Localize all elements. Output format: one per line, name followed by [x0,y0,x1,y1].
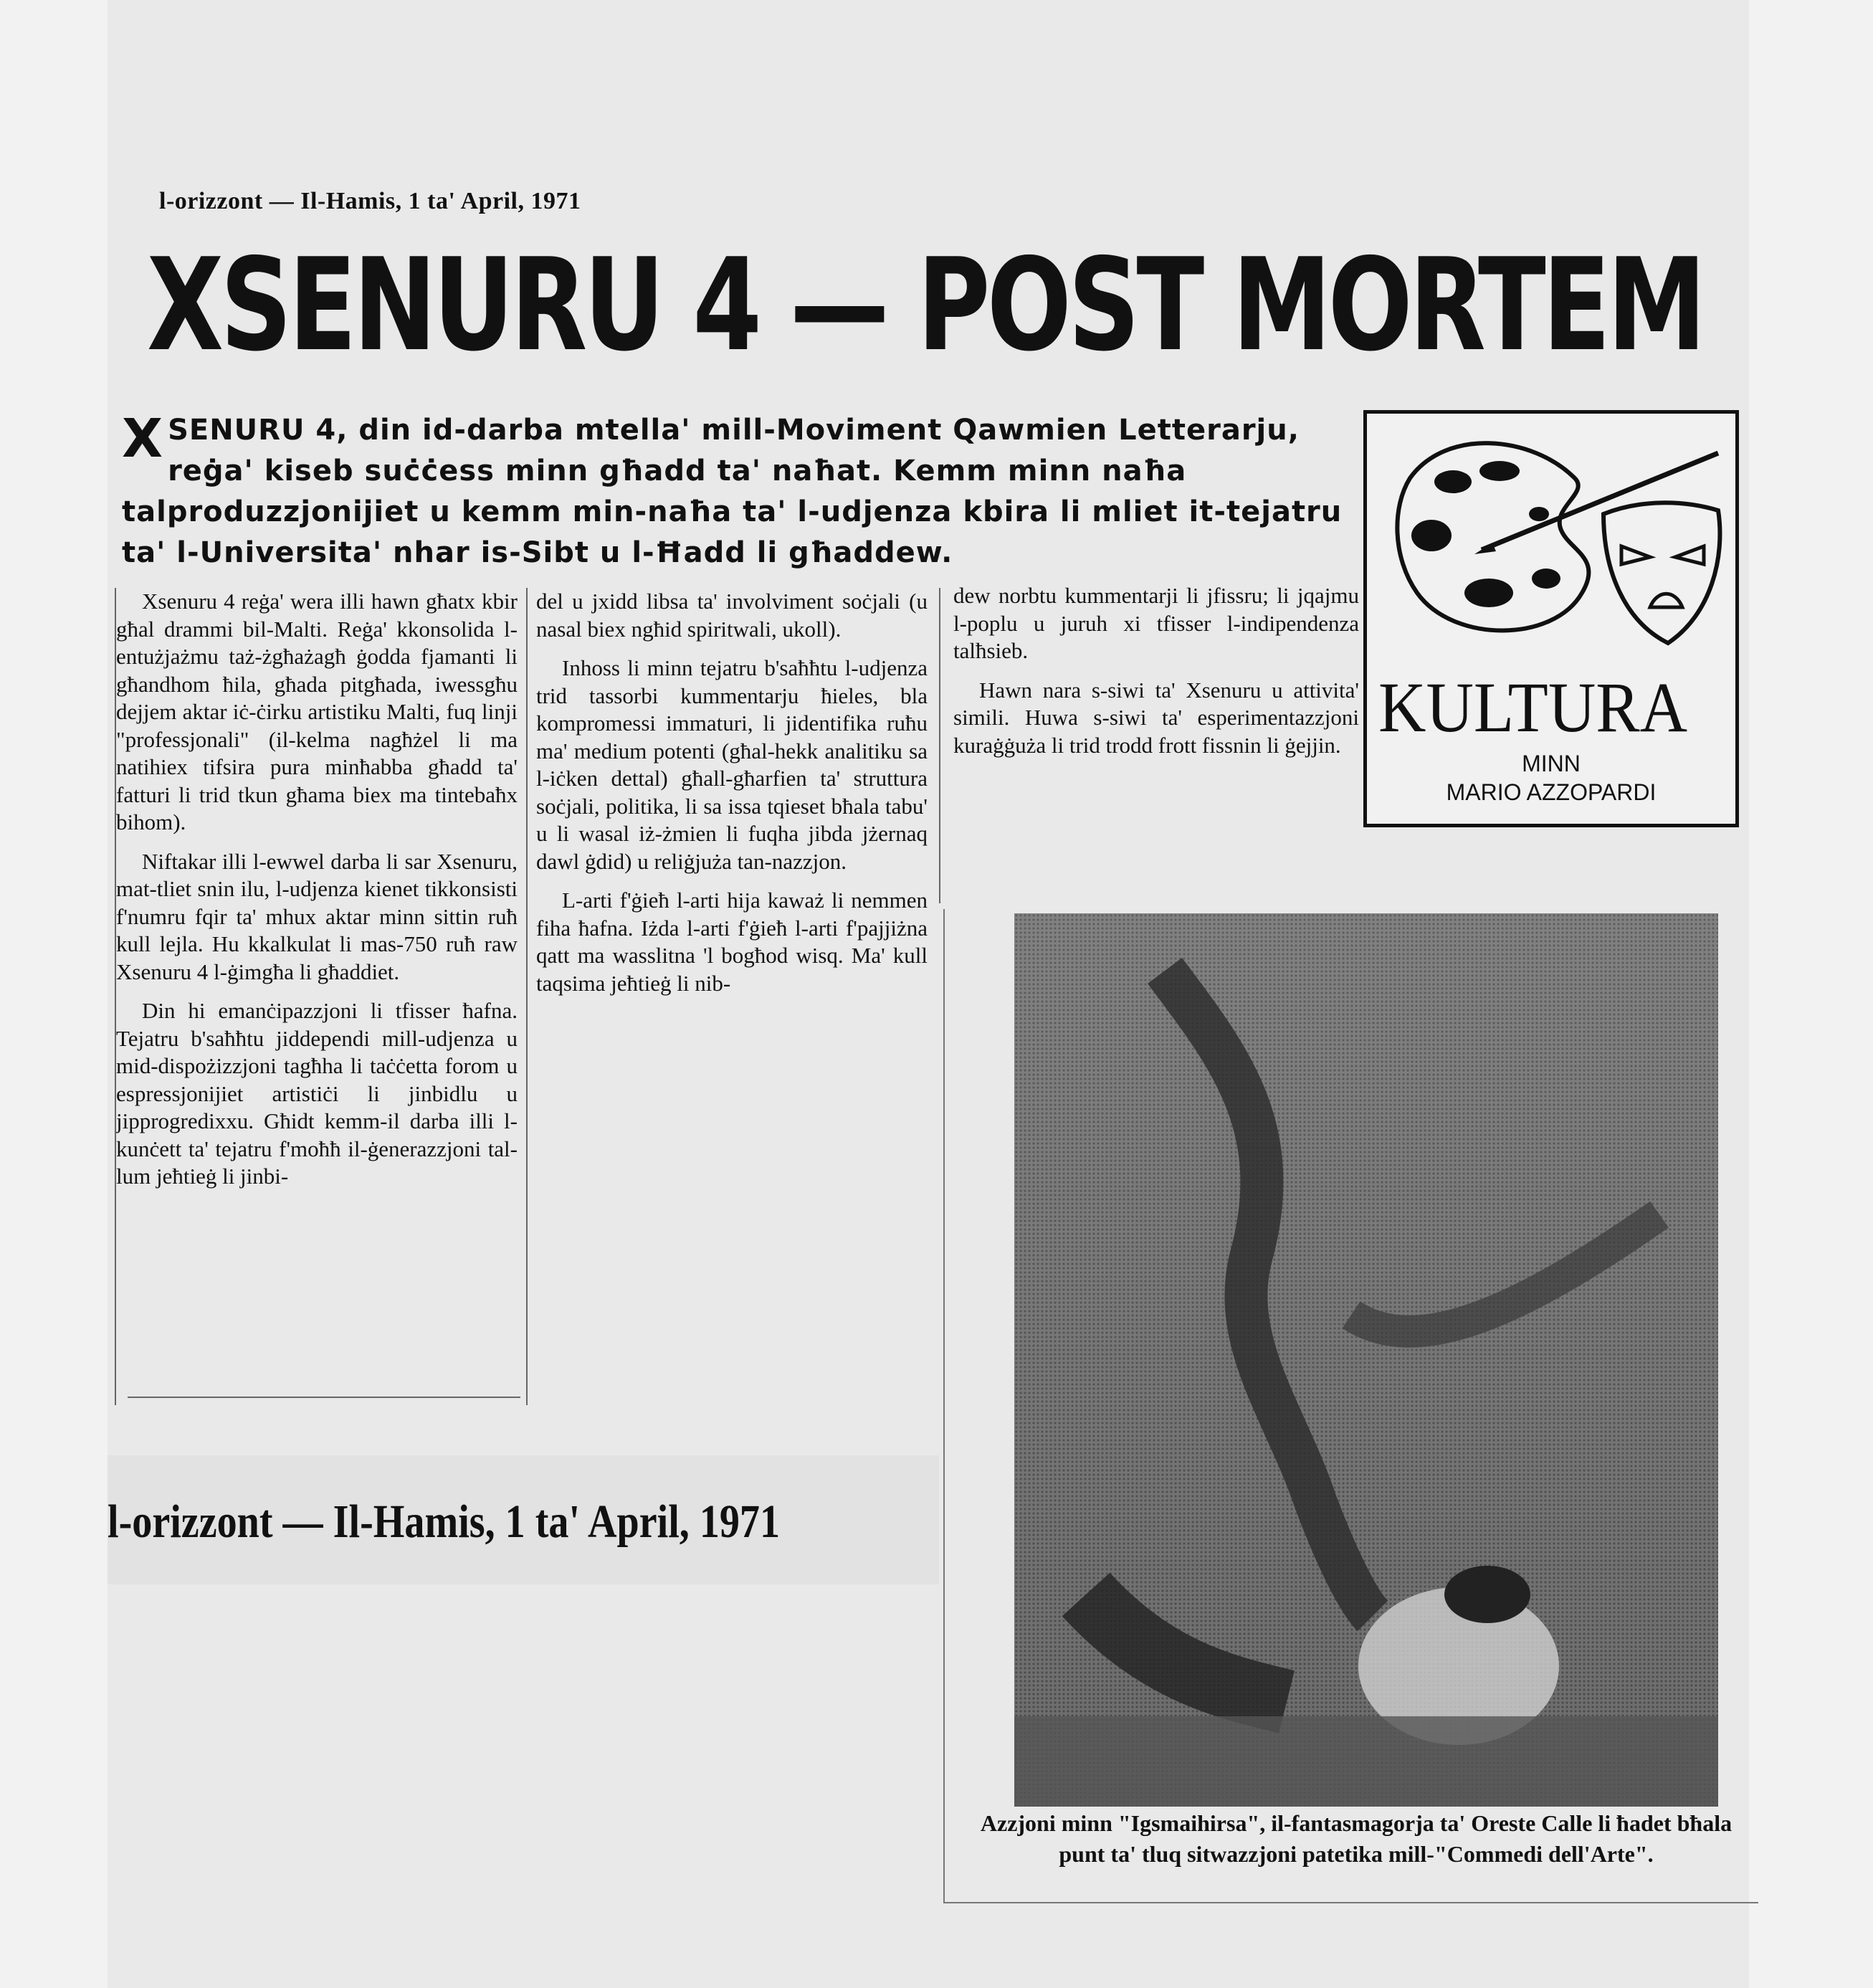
footer-dateline: l-orizzont — Il-Hamis, 1 ta' April, 1971 [108,1495,781,1548]
kultura-column-logo [1363,410,1739,827]
column-paragraph: Hawn nara s-siwi ta' Xsenuru u attivita' simili. Huwa s-siwi ta' esperimentazzjoni kuraġġuża li trid trodd frott fissnin li ġejjin. [953,677,1359,758]
kultura-byline-label: MINN [1522,751,1581,776]
lead-text: SENURU 4, din id-darba mtella' mill-Moviment Qawmien Letterarju, reġa' kiseb suċċess minn għadd ta' naħat. Kemm minn naħa talproduzzjonijiet u kemm min-naħa ta' l-udjenza kbira li mliet it-tejatru ta' l-Universita' nhar is-Sibt u l-Ħadd li għaddew. [122,414,1343,569]
column-rule [526,588,528,1405]
column-paragraph: Niftakar illi l-ewwel darba li sar Xsenuru, mat-tliet snin ilu, l-udjenza kienet tikkonsisti f'numru fqir ta' mhux aktar minn sittin ruħ kull lejla. Hu kkalkulat li mas-750 ruħ raw Xsenuru 4 l-ġimgħa li għaddiet. [116,848,518,984]
lead-paragraph [122,410,1348,574]
column-rule [939,588,940,903]
column-paragraph: Din hi emanċipazzjoni li tfisser ħafna. Tejatru b'saħħtu jiddependi mill-udjenza u mid-dispożizzjoni tagħha li taċċetta forom u espressjonijiet artistiċi li jinbidlu u jipprogredixxu. Għidt kemm-il darba illi l-kunċett ta' tejatru f'moħħ il-ġenerazzjoni tal-lum jeħtieġ li jinbi- [116,998,518,1189]
kultura-author: MARIO AZZOPARDI [1446,779,1657,805]
photo-halftone [1014,913,1718,1807]
column-paragraph: del u jxidd libsa ta' involviment soċjali (u nasal biex ngħid spiritwali, ukoll). [536,589,928,642]
article-column-2 [536,588,928,1133]
tragedy-mask-icon [1603,503,1720,643]
kultura-title: KULTURA [1378,667,1688,747]
column-rule [115,588,116,1405]
article-column-3 [953,582,1359,847]
stage-photograph [1014,913,1718,1807]
column-paragraph: L-arti f'ġieħ l-arti hija kaważ li nemmen fiha ħafna. Iżda l-arti f'ġieħ l-arti f'pajjiżna qatt ma wasslitna 'l bogħod wisq. Ma' kull taqsima jeħtieġ li nib- [536,888,928,996]
top-dateline: l-orizzont — Il-Hamis, 1 ta' April, 1971 [159,188,581,214]
column-paragraph: Inhoss li minn tejatru b'saħħtu l-udjenza trid tassorbi kummentarju ħieles, bla kompromessi immaturi, li jidentifika ruħu ma' medium potenti (għal-hekk analitiku sa l-iċken dettal) għall-għarfien ta' struttura soċjali, politika, li sa issa tqieset bħala tabu' u li wasal iż-żmien li fuqha jibda jżernaq dawl ġdid) u reliġjuża tan-nazzjon. [536,655,928,874]
column-paragraph: dew norbtu kummentarji li jfissru; li jqajmu l-poplu u juruh xi tfisser l-indipendenza talħsieb. [953,583,1359,663]
column-paragraph: Xsenuru 4 reġa' wera illi hawn għatx kbir għal drammi bil-Malti. Reġa' kkonsolida l-entużjażmu taż-żgħażagħ ġodda fjamanti li għandhom ħila, għada pitgħada, iwessgħu dejjem aktar iċ-ċirku artistiku Malti, fuq linji "professjonali" (il-kelma nagħżel li ma natihiex tifsira pura minħabba għadd ta' fatturi li trid tkun għama biex ma tintebaħx bihom). [116,589,518,834]
column-end-rule [128,1397,520,1398]
headline: XSENURU 4 — POST MORTEM [147,231,1703,379]
photo-caption: Azzjoni minn "Igsmaihirsa", il-fantasmagorja ta' Oreste Calle li ħadet bħala punt ta' tluq sitwazzjoni patetika mill-"Commedi dell'Arte". [980,1810,1733,1867]
art-logo-illustration [1367,414,1735,665]
drop-initial: X [122,408,164,470]
article-column-1 [116,588,518,1398]
paint-palette-icon [1397,443,1588,630]
